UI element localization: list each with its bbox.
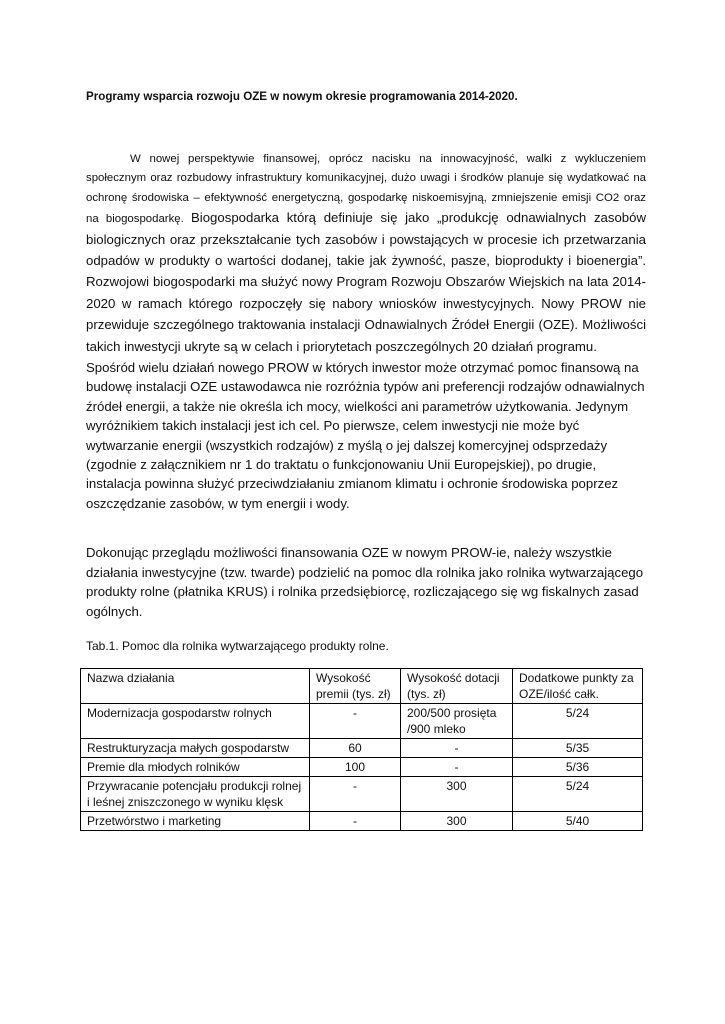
- cell-grant: 300: [401, 812, 513, 831]
- paragraph-prow-text: Spośród wielu działań nowego PROW w których inwestor może otrzymać pomoc finansową na budowę instalacji OZE ustawodawca nie rozróżnia typów ani preferencji rodzajów odnawialnych źródeł energii, a także nie określa ich mocy, wielkości ani parametrów użytkowania. Jedynym wyróżnikiem takich instalacji jest ich cel. Po pierwsze, celem inwestycji nie może być wytwarzanie energii (wszystkich rodzajów) z myślą o jej dalszej komercyjnej odsprzedaży (zgodnie z załącznikiem nr 1 do traktatu o funkcjonowaniu Unii Europejskiej), po drugie, instalacja powinna służyć przeciwdziałaniu zmianom klimatu i ochronie środowiska poprzez oszczędzanie zasobów, w tym energii i wody.: [86, 360, 645, 511]
- header-grant: Wysokość dotacji (tys. zł): [401, 669, 513, 704]
- paragraph-summary: Dokonując przeglądu możliwości finansowania OZE w nowym PROW-ie, należy wszystkie działania inwestycyjne (tzw. twarde) podzielić na pomoc dla rolnika jako rolnika wytwarzającego produkty rolne (płatnika KRUS) i rolnika przedsiębiorcę, rozliczającego się wg fiskalnych zasad ogólnych.: [86, 545, 644, 619]
- cell-premium: -: [310, 812, 401, 831]
- cell-premium: 100: [310, 758, 401, 777]
- cell-action-name: Modernizacja gospodarstw rolnych: [81, 704, 310, 739]
- table-row: [81, 777, 643, 812]
- cell-grant: 300: [401, 777, 513, 812]
- cell-extra-points: 5/24: [513, 704, 643, 739]
- table-row: [81, 812, 643, 831]
- table-row: [81, 758, 643, 777]
- paragraph-intro-text: W nowej perspektywie finansowej, oprócz nacisku na innowacyjność, walki z wykluczeniem społecznym oraz rozbudowy infrastruktury komunikacyjnej, dużo uwagi i środków planuje się wydatkować na ochronę środowiska – efektywność energetyczną, gospodarkę niskoemisyjną, zmniejszenie emisji CO2 oraz na biogospodarkę.: [86, 153, 646, 226]
- cell-action-name: Przetwórstwo i marketing: [81, 812, 310, 831]
- cell-extra-points: 5/36: [513, 758, 643, 777]
- cell-extra-points: 5/40: [513, 812, 643, 831]
- cell-premium: -: [310, 704, 401, 739]
- cell-action-name: Przywracanie potencjału produkcji rolnej i leśnej zniszczonego w wyniku klęsk: [81, 777, 310, 812]
- table-caption: Tab.1. Pomoc dla rolnika wytwarzającego produkty rolne.: [86, 639, 389, 653]
- cell-grant: 200/500 prosięta /900 mleko: [401, 704, 513, 739]
- table-header-row: [81, 669, 643, 704]
- header-premium: Wysokość premii (tys. zł): [310, 669, 401, 704]
- paragraph-biogospodarka: [86, 358, 646, 513]
- cell-premium: 60: [310, 739, 401, 758]
- cell-extra-points: 5/24: [513, 777, 643, 812]
- table-row: [81, 739, 643, 758]
- paragraph-biogospodarka-inline: Biogospodarka którą definiuje się jako „produkcję odnawialnych zasobów biologicznych oraz przekształcanie tych zasobów i powstających w procesie ich przetwarzania odpadów w produkty o wartości dodanej, takie jak żywność, pasze, bioprodukty i bioenergia”. Rozwojowi biogospodarki ma służyć nowy Program Rozwoju Obszarów Wiejskich na lata 2014-2020 w ramach którego rozpoczęły się nabory wniosków inwestycyjnych. Nowy PROW nie przewiduje szczególnego traktowania instalacji Odnawialnych Źródeł Energii (OZE). Możliwości takich inwestycji ukryte są w celach i priorytetach poszczególnych 20 działań programu.: [86, 210, 646, 354]
- cell-grant: -: [401, 739, 513, 758]
- document-title: Programy wsparcia rozwoju OZE w nowym okresie programowania 2014-2020.: [86, 90, 518, 103]
- cell-action-name: Restrukturyzacja małych gospodarstw: [81, 739, 310, 758]
- cell-extra-points: 5/35: [513, 739, 643, 758]
- table-row: [81, 704, 643, 739]
- support-table: [80, 668, 643, 831]
- header-extra-points: Dodatkowe punkty za OZE/ilość całk.: [513, 669, 643, 704]
- paragraph-intro: [86, 150, 646, 358]
- cell-action-name: Premie dla młodych rolników: [81, 758, 310, 777]
- cell-premium: -: [310, 777, 401, 812]
- cell-grant: -: [401, 758, 513, 777]
- header-action-name: Nazwa działania: [81, 669, 310, 704]
